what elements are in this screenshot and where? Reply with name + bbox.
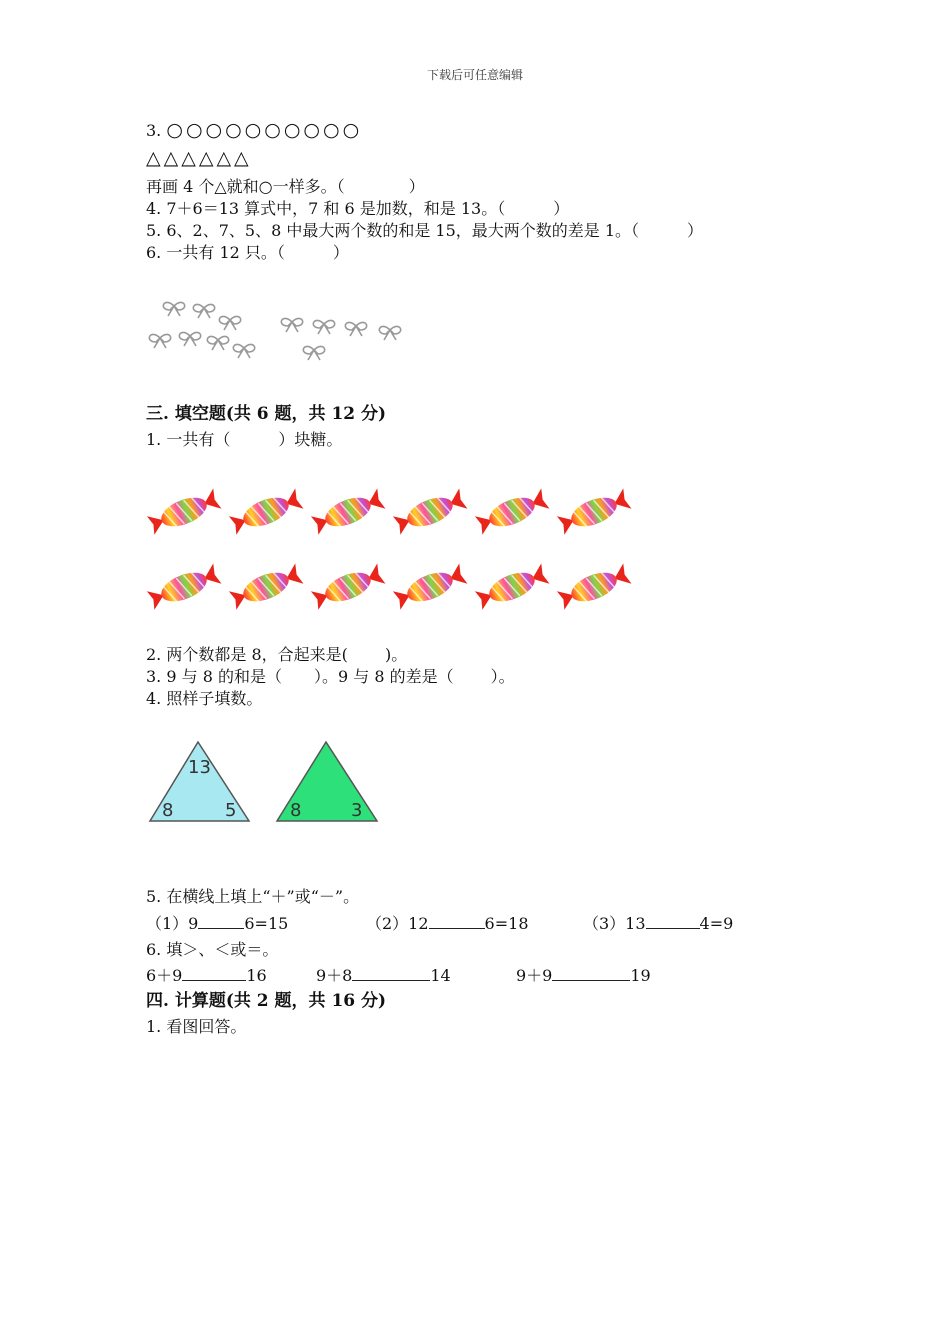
- q6-item-1-pre: 6＋9: [146, 966, 183, 985]
- calc-question-1: 1. 看图回答。: [146, 1017, 247, 1036]
- fill-question-1: 1. 一共有（ ）块糖。: [146, 430, 343, 449]
- q5-item-1-pre: （1）9: [146, 914, 199, 933]
- bow: [313, 320, 334, 334]
- q5-item-3-post: 4=9: [699, 914, 734, 933]
- candy: [310, 487, 386, 536]
- candy: [228, 487, 304, 536]
- question-3-number: 3.: [146, 121, 162, 140]
- q5-item-2: [366, 914, 529, 934]
- candy: [228, 562, 304, 611]
- triangle-1-right-number: 5: [225, 800, 237, 821]
- q6-item-2-post: 14: [430, 966, 451, 985]
- fill-question-3: 3. 9 与 8 的和是（ ）。9 与 8 的差是（ ）。: [146, 667, 515, 686]
- q6-item-1-blank[interactable]: [182, 966, 246, 981]
- candy: [392, 487, 468, 536]
- q6-item-1-post: 16: [246, 966, 267, 985]
- bow: [281, 318, 302, 332]
- fill-question-4: 4. 照样子填数。: [146, 689, 263, 708]
- section-3-title: 三. 填空题(共 6 题，共 12 分): [146, 404, 387, 424]
- triangle-shapes: △△△△△△: [146, 147, 252, 169]
- candies-illustration: [146, 484, 636, 619]
- q6-item-2: [316, 966, 451, 986]
- fill-question-5: 5. 在横线上填上“＋”或“－”。: [146, 887, 360, 906]
- candy: [556, 562, 632, 611]
- q6-item-3-blank[interactable]: [552, 966, 630, 981]
- fill-question-2: 2. 两个数都是 8，合起来是( )。: [146, 645, 408, 664]
- bow: [163, 302, 184, 316]
- triangle-1-top-number: 13: [188, 757, 211, 778]
- q6-item-2-pre: 9＋8: [316, 966, 353, 985]
- q5-item-3-pre: （3）13: [583, 914, 646, 933]
- bow: [149, 334, 170, 348]
- q5-item-3-blank[interactable]: [646, 914, 700, 929]
- fill-question-6: 6. 填＞、＜或＝。: [146, 940, 279, 959]
- bow: [219, 316, 240, 330]
- candy: [474, 562, 550, 611]
- q5-item-1-blank[interactable]: [198, 914, 244, 929]
- q5-item-2-post: 6=18: [484, 914, 529, 933]
- q5-item-2-blank[interactable]: [429, 914, 485, 929]
- answer-triangle: [275, 740, 379, 824]
- candy: [310, 562, 386, 611]
- question-3-text: 再画 4 个△就和○一样多。（ ）: [146, 177, 425, 196]
- circle-shapes: ○○○○○○○○○○: [166, 119, 363, 141]
- bow: [303, 346, 324, 360]
- triangle-1-left-number: 8: [162, 800, 174, 821]
- bow: [233, 344, 254, 358]
- triangle-2-left-number: 8: [290, 800, 302, 821]
- bow: [179, 332, 200, 346]
- candy: [392, 562, 468, 611]
- triangle-2-right-number: 3: [351, 800, 363, 821]
- bow: [379, 326, 400, 340]
- q6-item-2-blank[interactable]: [352, 966, 430, 981]
- candy: [146, 487, 222, 536]
- q6-item-3: [516, 966, 651, 986]
- bow: [345, 322, 366, 336]
- question-4: 4. 7＋6＝13 算式中，7 和 6 是加数，和是 13。（ ）: [146, 199, 570, 218]
- question-3-circles: [146, 120, 362, 141]
- q6-item-3-post: 19: [630, 966, 651, 985]
- page-header: 下载后可任意编辑: [426, 68, 523, 82]
- bows-illustration: [146, 290, 426, 370]
- candy: [556, 487, 632, 536]
- q5-item-2-pre: （2）12: [366, 914, 429, 933]
- candy: [146, 562, 222, 611]
- q5-item-3: [583, 914, 733, 934]
- question-5: 5. 6、2、7、5、8 中最大两个数的和是 15，最大两个数的差是 1。（ ）: [146, 221, 704, 240]
- section-4-title: 四. 计算题(共 2 题，共 16 分): [146, 991, 387, 1011]
- example-triangle: [148, 740, 252, 824]
- candy: [474, 487, 550, 536]
- question-6: 6. 一共有 12 只。（ ）: [146, 243, 349, 262]
- bow: [207, 336, 228, 350]
- q5-item-1-post: 6=15: [244, 914, 289, 933]
- q6-item-1: [146, 966, 267, 986]
- q6-item-3-pre: 9＋9: [516, 966, 553, 985]
- q5-item-1: [146, 914, 288, 934]
- bow: [193, 304, 214, 318]
